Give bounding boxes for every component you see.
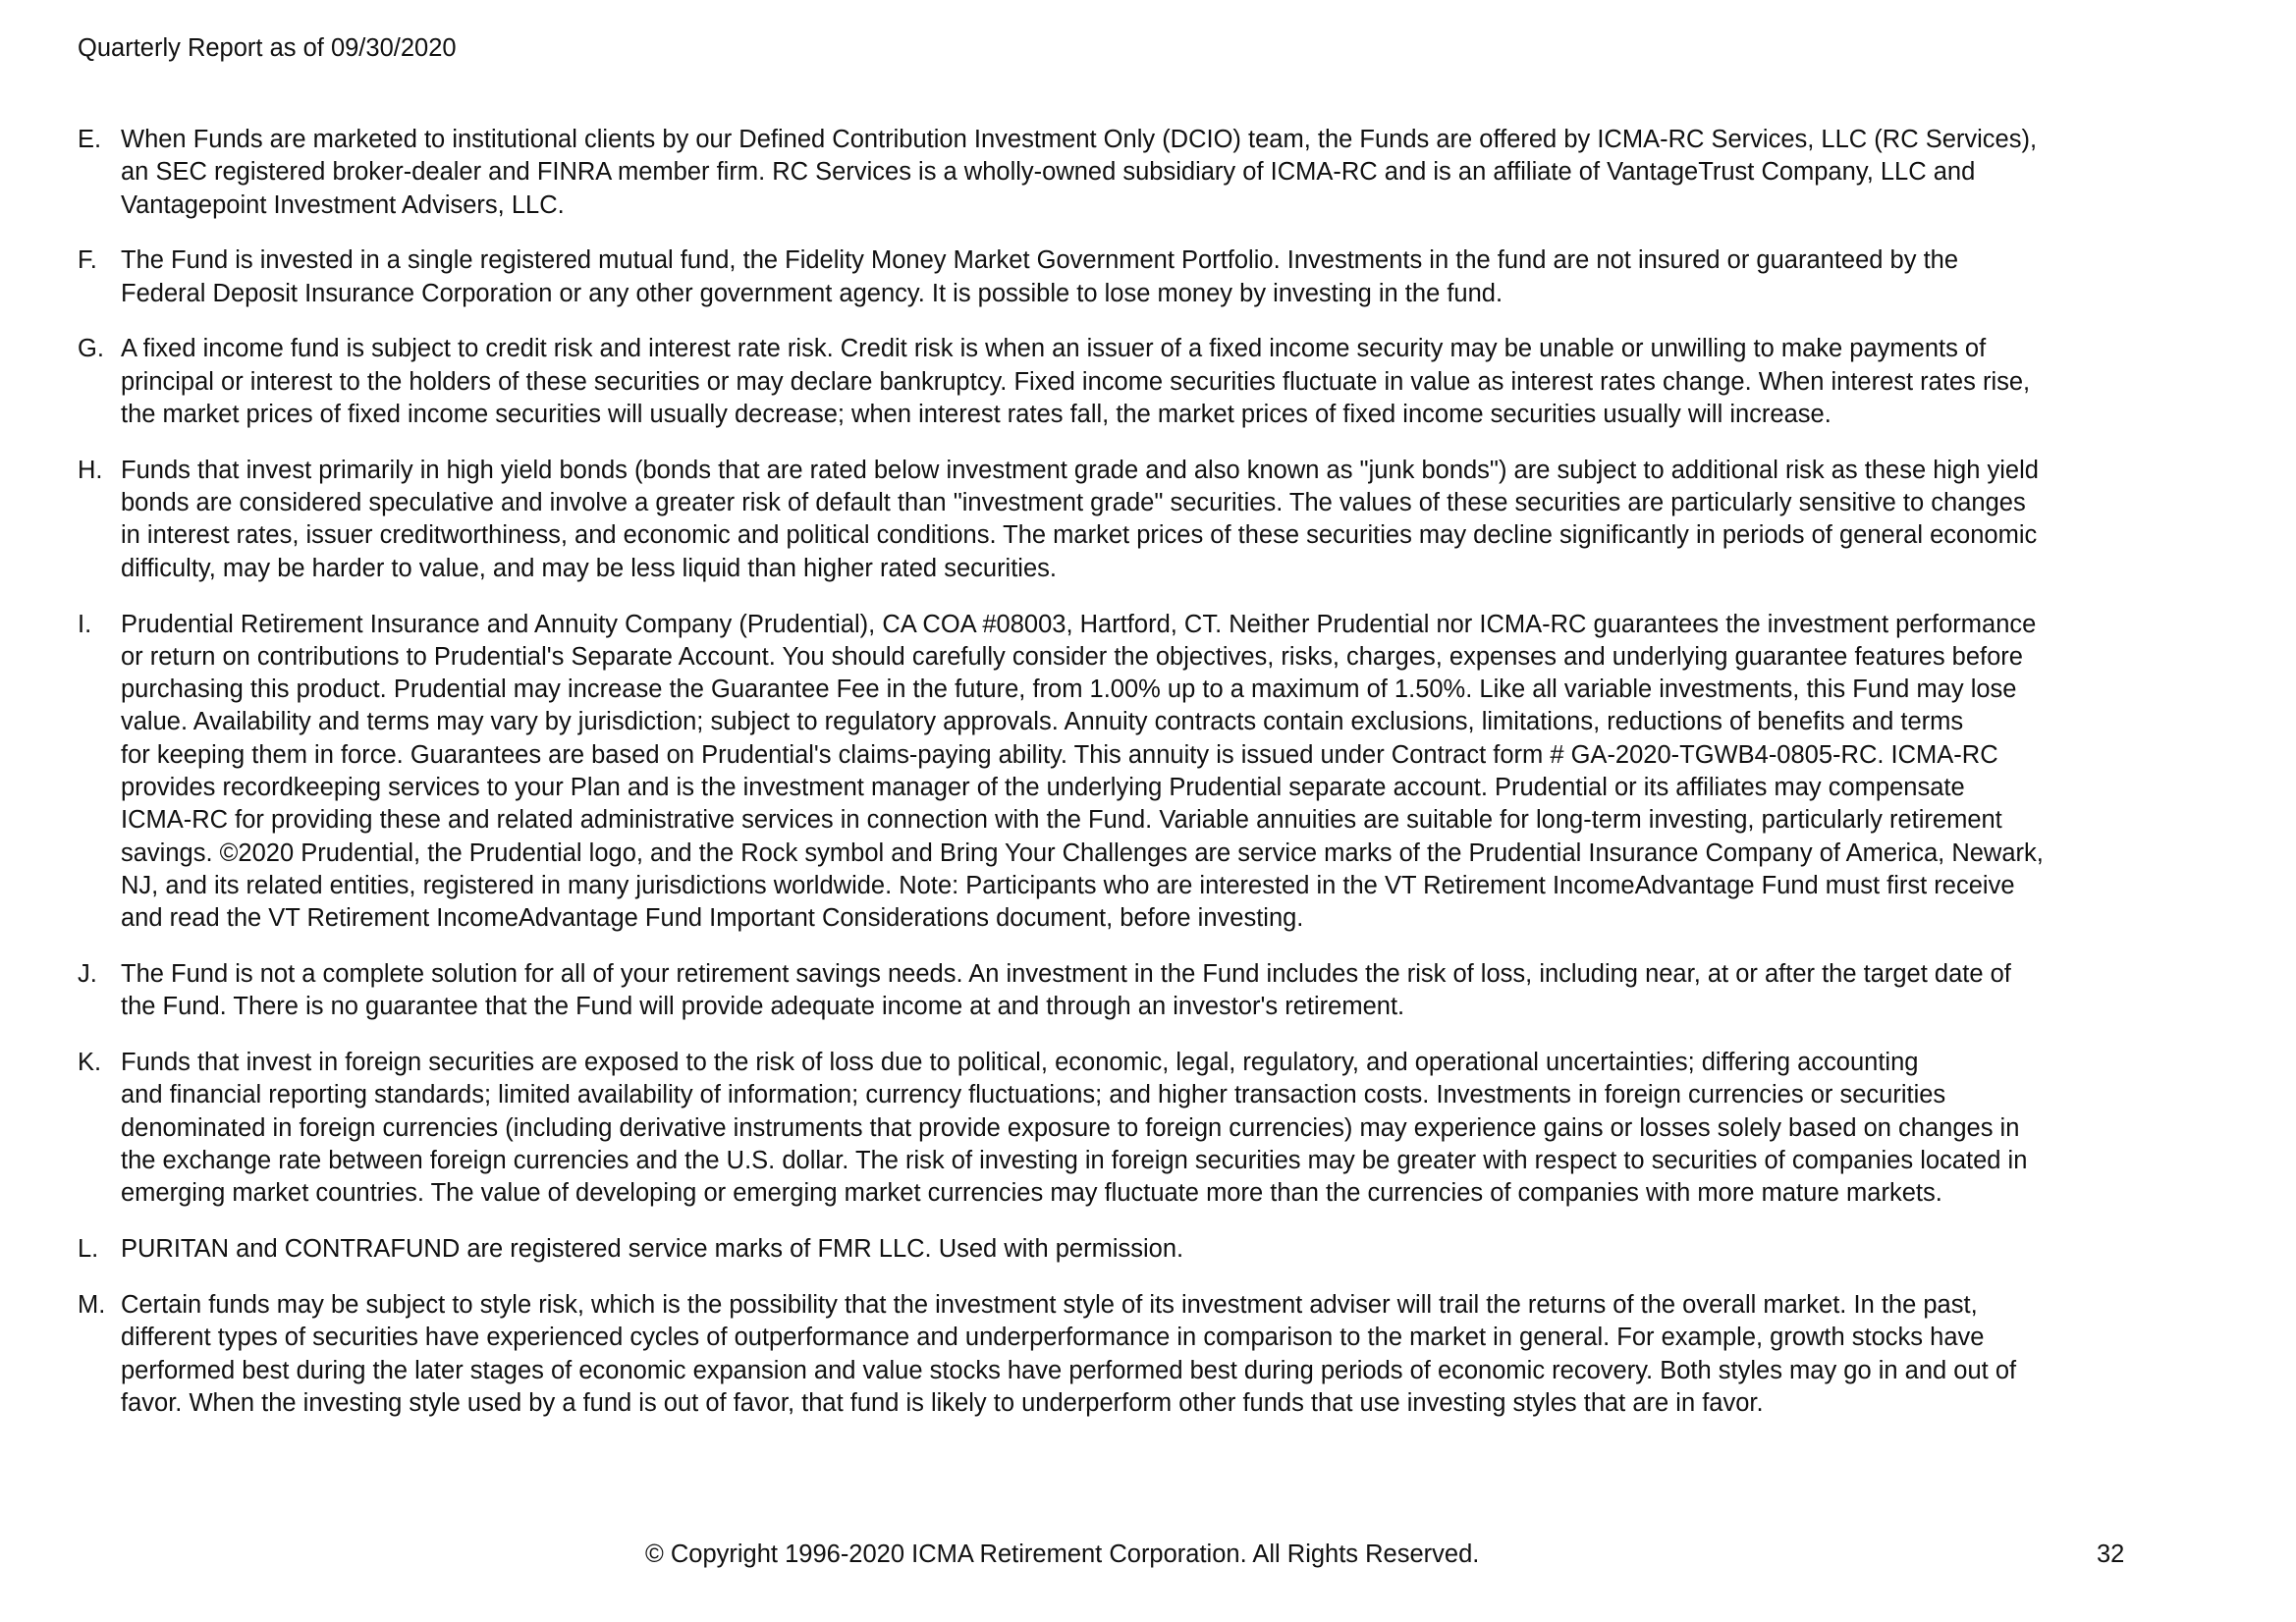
note-line: favor. When the investing style used by a fund is out of favor, that fund is likely to underperform other funds that use investing styles that are in favor. xyxy=(121,1388,1764,1417)
note-line: purchasing this product. Prudential may increase the Guarantee Fee in the future, from 1.00% up to a maximum of 1.50%. Like all variable investments, this Fund may lose xyxy=(121,676,2017,704)
note-line: for keeping them in force. Guarantees are based on Prudential's claims-paying ability. This annuity is issued under Contract form # GA-2020-TGWB4-0805-RC. ICMA-RC xyxy=(121,740,1998,769)
note-line: in interest rates, issuer creditworthiness, and economic and political conditions. The market prices of these securities may decline significantly in periods of general economic xyxy=(121,521,2038,550)
note-line: different types of securities have experienced cycles of outperformance and underperformance in comparison to the market in general. For example, growth stocks have xyxy=(121,1324,1985,1352)
note-line: bonds are considered speculative and involve a greater risk of default than "investment grade" securities. The values of these securities are particularly sensitive to changes xyxy=(121,489,2026,517)
note-line: The Fund is not a complete solution for all of your retirement savings needs. An investment in the Fund includes the risk of loss, including near, at or after the target date of xyxy=(121,960,2011,989)
note-body xyxy=(121,124,2238,222)
note-line: Federal Deposit Insurance Corporation or any other government agency. It is possible to lose money by investing in the fund. xyxy=(121,279,1503,307)
note-body xyxy=(121,609,2238,936)
note-line: Funds that invest primarily in high yield bonds (bonds that are rated below investment grade and also known as "junk bonds") are subject to additional risk as these high yield xyxy=(121,456,2039,484)
note-k xyxy=(78,1047,2238,1210)
note-m xyxy=(78,1289,2238,1420)
note-line: ICMA-RC for providing these and related administrative services in connection with the Fund. Variable annuities are suitable for long-term investing, particularly retirement xyxy=(121,806,2002,835)
note-letter: E. xyxy=(78,126,102,153)
note-letter: G. xyxy=(78,335,104,363)
note-line: an SEC registered broker-dealer and FINRA member firm. RC Services is a wholly-owned subsidiary of ICMA-RC and is an affiliate of VantageTrust Company, LLC and xyxy=(121,158,1976,187)
note-letter: F. xyxy=(78,246,97,275)
note-letter: J. xyxy=(78,960,97,989)
note-letter: I. xyxy=(78,610,92,638)
note-body xyxy=(121,1233,2238,1266)
note-body xyxy=(121,1289,2238,1420)
note-body xyxy=(121,958,2238,1024)
note-line: emerging market countries. The value of developing or emerging market currencies may fluctuate more than the currencies of companies with more mature markets. xyxy=(121,1179,1942,1208)
report-header: Quarterly Report as of 09/30/2020 xyxy=(78,34,457,62)
note-line: or return on contributions to Prudential's Separate Account. You should carefully consider the objectives, risks, charges, expenses and underlying guarantee features before xyxy=(121,642,2023,671)
note-line: NJ, and its related entities, registered in many jurisdictions worldwide. Note: Participants who are interested in the VT Retirement IncomeAdvantage Fund must first receive xyxy=(121,871,2015,899)
note-body xyxy=(121,1047,2238,1210)
note-line: Certain funds may be subject to style risk, which is the possibility that the investment style of its investment adviser will trail the returns of the overall market. In the past, xyxy=(121,1290,1978,1319)
note-l xyxy=(78,1233,2238,1266)
note-i xyxy=(78,609,2238,936)
note-line: When Funds are marketed to institutional clients by our Defined Contribution Investment Only (DCIO) team, the Funds are offered by ICMA-RC Services, LLC (RC Services), xyxy=(121,126,2038,153)
note-line: the Fund. There is no guarantee that the Fund will provide adequate income at and through an investor's retirement. xyxy=(121,993,1405,1021)
note-letter: H. xyxy=(78,456,103,484)
note-line: Prudential Retirement Insurance and Annuity Company (Prudential), CA COA #08003, Hartford, CT. Neither Prudential nor ICMA-RC guarantees the investment performance xyxy=(121,610,2037,638)
note-e xyxy=(78,124,2238,222)
note-h xyxy=(78,455,2238,585)
note-line: and financial reporting standards; limited availability of information; currency fluctuations; and higher transaction costs. Investments in foreign currencies or securities xyxy=(121,1081,1946,1109)
disclosure-notes xyxy=(78,124,2238,1443)
note-line: value. Availability and terms may vary by jurisdiction; subject to regulatory approvals. Annuity contracts contain exclusions, limitations, reductions of benefits and terms xyxy=(121,708,1964,736)
note-line: provides recordkeeping services to your Plan and is the investment manager of the underlying Prudential separate account. Prudential or its affiliates may compensate xyxy=(121,774,1965,802)
note-line: denominated in foreign currencies (including derivative instruments that provide exposure to foreign currencies) may experience gains or losses solely based on changes in xyxy=(121,1113,2020,1142)
note-letter: M. xyxy=(78,1290,106,1319)
note-line: PURITAN and CONTRAFUND are registered service marks of FMR LLC. Used with permission. xyxy=(121,1235,1184,1264)
note-letter: L. xyxy=(78,1235,99,1264)
note-line: Vantagepoint Investment Advisers, LLC. xyxy=(121,190,565,219)
note-line: Funds that invest in foreign securities are exposed to the risk of loss due to political, economic, legal, regulatory, and operational uncertainties; differing accounting xyxy=(121,1049,1919,1077)
note-line: performed best during the later stages of economic expansion and value stocks have performed best during periods of economic recovery. Both styles may go in and out of xyxy=(121,1356,2017,1384)
note-line: the market prices of fixed income securities will usually decrease; when interest rates fall, the market prices of fixed income securities usually will increase. xyxy=(121,401,1831,429)
note-line: savings. ©2020 Prudential, the Prudential logo, and the Rock symbol and Bring Your Challenges are service marks of the Prudential Insurance Company of America, Newark, xyxy=(121,838,2044,867)
note-line: the exchange rate between foreign currencies and the U.S. dollar. The risk of investing in foreign securities may be greater with respect to securities of companies located in xyxy=(121,1147,2028,1175)
note-line: difficulty, may be harder to value, and may be less liquid than higher rated securities. xyxy=(121,554,1057,582)
note-line: A fixed income fund is subject to credit risk and interest rate risk. Credit risk is when an issuer of a fixed income security may be unable or unwilling to make payments of xyxy=(121,335,1987,363)
note-body xyxy=(121,333,2238,431)
note-line: and read the VT Retirement IncomeAdvantage Fund Important Considerations document, before investing. xyxy=(121,904,1304,933)
page-number: 32 xyxy=(2097,1541,2125,1568)
note-body xyxy=(121,455,2238,585)
note-body xyxy=(121,244,2238,310)
note-letter: K. xyxy=(78,1049,102,1077)
footer-copyright: © Copyright 1996-2020 ICMA Retirement Corporation. All Rights Reserved. xyxy=(645,1541,1480,1568)
note-g xyxy=(78,333,2238,431)
note-line: principal or interest to the holders of these securities or may declare bankruptcy. Fixed income securities fluctuate in value as interest rates change. When interest rates rise, xyxy=(121,367,2031,396)
note-f xyxy=(78,244,2238,310)
note-line: The Fund is invested in a single registered mutual fund, the Fidelity Money Market Government Portfolio. Investments in the fund are not insured or guaranteed by the xyxy=(121,246,1959,275)
note-j xyxy=(78,958,2238,1024)
